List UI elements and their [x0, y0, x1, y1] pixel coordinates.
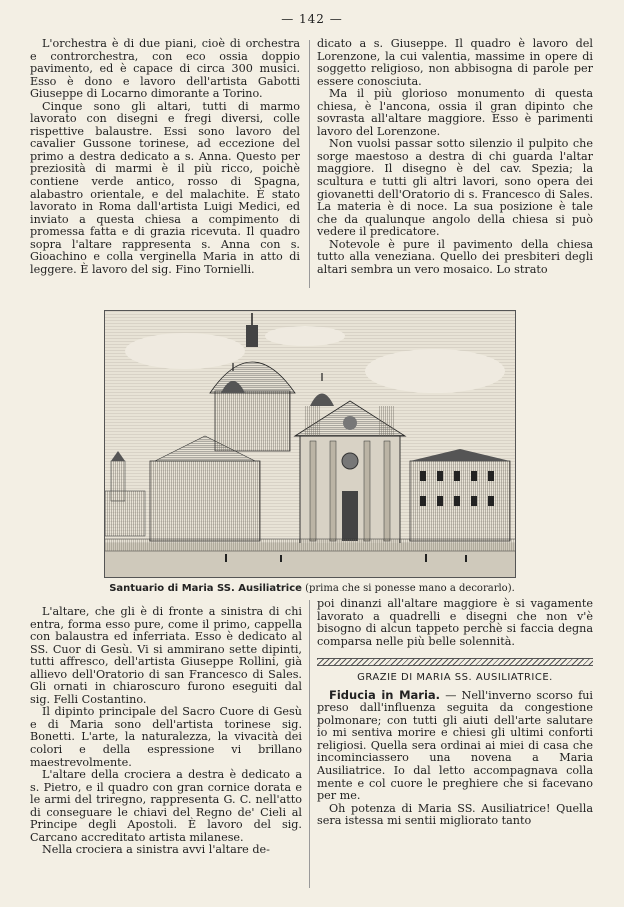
paragraph: L'altare, che gli è di fronte a sinistra di chi entra, forma esso pure, come il primo, cappella con balaustra ed inferriata. Esso è dedicato al SS. Cuor di Gesù. Vi si ammirano sette dipinti, tutti affresco, dell'artista Giuseppe Rollini, già allievo dell'Oratorio di san Francesco di Sales. Gli ornati in chiaroscuro furono eseguiti dal sig. Felli Costantino.: [30, 605, 302, 706]
column-top-left: [30, 38, 300, 276]
paragraph: Cinque sono gli altari, tutti di marmo lavorato con disegni e fregi diversi, colle rispettive balaustre. Essi sono lavoro del cavalier Gussone torinese, ad eccezione del primo a destra dedicato a s. Anna. Questo per preziosità di marmi è il più ricco, poichè contiene verde antico, rosso di Spagna, alabastro orientale, e del malachite. È stato lavorato in Roma dall'artista Luigi Medici, ed inviato a questa chiesa a compimento di promessa fatta e di grazia ricevuta. Il quadro sopra l'altare rappresenta s. Anna con s. Gioachino e colla verginella Maria in atto di leggere. È lavoro del sig. Fino Tornielli.: [30, 99, 300, 276]
paragraph: Ma il più glorioso monumento di questa chiesa, è l'ancona, ossia il gran dipinto che sovrasta all'altare maggiore. Esso è parimenti lavoro del Lorenzone.: [317, 87, 593, 138]
column-divider: [309, 40, 310, 288]
paragraph: dicato a s. Giuseppe. Il quadro è lavoro del Lorenzone, la cui valentia, massime in opere di soggetto religioso, non abbisogna di parole per essere conosciuta.: [317, 37, 593, 88]
paragraph: poi dinanzi all'altare maggiore è si vagamente lavorato a quadrelli e disegni che non v'è bisogno di alcun tappeto perchè si faccia degna comparsa nelle più belle solennità.: [317, 597, 593, 648]
paragraph: Oh potenza di Maria SS. Ausiliatrice! Quella sera istessa mi sentii migliorato tanto: [317, 801, 593, 828]
paragraph: Il dipinto principale del Sacro Cuore di Gesù e di Maria sono dell'artista torinese sig. Bonetti. L'arte, la naturalezza, la vivacità dei colori e della espressione vi brillano maestrevolmente.: [30, 705, 302, 769]
caption-title: Santuario di Maria SS. Ausiliatrice: [109, 583, 302, 594]
paragraph: Notevole è pure il pavimento della chiesa tutto alla veneziana. Quello dei presbiteri degli altari sembra un vero mosaico. Lo strato: [317, 237, 593, 276]
figure-caption: [30, 583, 594, 594]
section-title: GRAZIE DI MARIA SS. AUSILIATRICE.: [357, 672, 553, 684]
page-number: — 142 —: [281, 12, 343, 26]
column-divider: [309, 600, 310, 888]
paragraph: Nella crociera a sinistra avvi l'altare de-: [42, 843, 270, 857]
paragraph-heading: Fiducia in Maria.: [329, 687, 441, 702]
ornamental-divider: [317, 658, 593, 666]
paragraph-text: — Nell'inverno scorso fui preso dall'influenza seguita da congestione polmonare; con tutti gli aiuti dell'arte salutare io mi sentiva morire e chiesi gli ultimi conforti religiosi. Quella sera ordinai ai miei di casa che incominciassero una novena a Maria Ausiliatrice. Io dal letto accompagnava colla mente e col cuore le preghiere che si facevano per me.: [317, 688, 593, 803]
caption-note: (prima che si ponesse mano a decorarlo).: [301, 583, 515, 594]
paragraph: [317, 689, 593, 803]
engraving-santuario: [104, 310, 516, 578]
paragraph: L'orchestra è di due piani, cioè di orchestra e controrchestra, con eco ossia doppio pavimento, ed è capace di circa 300 musici. Esso è dono e lavoro dell'artista Gabotti Giuseppe di Locarno dimorante a Torino.: [30, 37, 300, 101]
paragraph: Non vuolsi passar sotto silenzio il pulpito che sorge maestoso a destra di chi guarda l'altar maggiore. Il disegno è del cav. Spezia; la scultura e tutti gli altri lavori, sono opera dei giovanetti dell'Oratorio di s. Francesco di Sales. La materia è di noce. La sua posizione è tale che da qualunque angolo della chiesa si può vedere il predicatore.: [317, 137, 593, 239]
column-bottom-left: [30, 606, 302, 857]
church-illustration: [105, 311, 515, 577]
column-top-right: [317, 38, 593, 276]
paragraph: L'altare della crociera a destra è dedicato a s. Pietro, e il quadro con gran cornice dorata e le armi del triregno, rappresenta G. C. nell'atto di conseguare le chiavi del Regno de' Cieli al Principe degli Apostoli. È lavoro del sig. Carcano accreditato artista milanese.: [30, 768, 302, 844]
column-bottom-right: [317, 598, 593, 828]
